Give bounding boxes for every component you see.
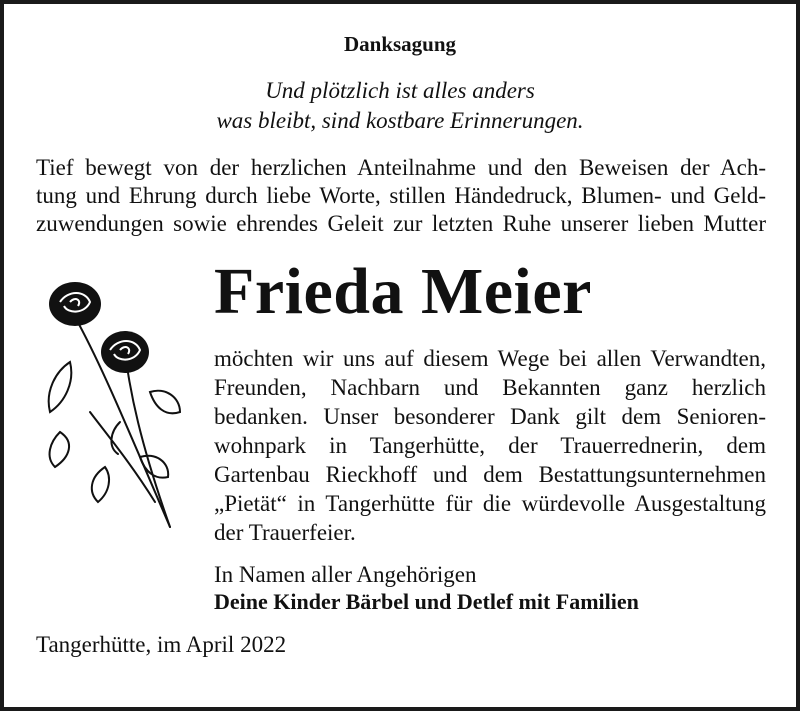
place-and-date: Tangerhütte, im April 2022: [36, 632, 287, 657]
intro-line-3: zuwendungen sowie ehrendes Geleit zur letzten Ruhe unserer lieben Mutter: [36, 211, 766, 236]
signers: Deine Kinder Bärbel und Detlef mit Familien: [214, 589, 639, 614]
intro-paragraph: [36, 154, 766, 238]
thanks-line-5: Gartenbau Rieckhoff und dem Bestattungsunternehmen: [214, 462, 766, 487]
intro-line-1: Tief bewegt von der herzlichen Anteilnahme und den Beweisen der Ach-: [36, 155, 766, 180]
thanks-line-4: wohnpark in Tangerhütte, der Trauerrednerin, dem: [214, 433, 766, 458]
memorial-quote: [0, 76, 800, 136]
thanks-line-1: möchten wir uns auf diesem Wege bei allen Verwandten,: [214, 346, 766, 371]
thanks-paragraph: [214, 344, 766, 547]
quote-line-2: was bleibt, sind kostbare Erinnerungen.: [216, 108, 584, 133]
thanks-line-3: bedanken. Unser besonderer Dank gilt dem Senioren-: [214, 404, 766, 429]
deceased-name: Frieda Meier: [214, 255, 592, 328]
roses-illustration-icon: [30, 272, 190, 537]
intro-line-2: tung und Ehrung durch liebe Worte, stillen Händedruck, Blumen- und Geld-: [36, 183, 766, 208]
quote-line-1: Und plötzlich ist alles anders: [265, 78, 535, 103]
thanks-line-6: „Pietät“ in Tangerhütte für die würdevolle Ausgestaltung: [214, 491, 766, 516]
notice-heading: Danksagung: [343, 32, 457, 56]
thanks-line-7: der Trauerfeier.: [214, 520, 356, 545]
thanks-line-2: Freunden, Nachbarn und Bekannten ganz herzlich: [214, 375, 766, 400]
closing-line: In Namen aller Angehörigen: [214, 562, 477, 587]
